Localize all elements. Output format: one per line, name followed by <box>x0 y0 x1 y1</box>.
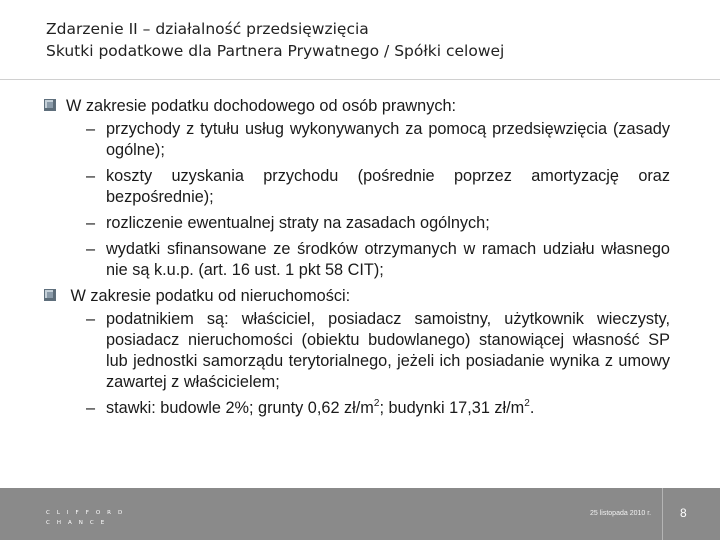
bullet-heading: W zakresie podatku dochodowego od osób prawnych: <box>66 97 457 115</box>
title-line-2: Skutki podatkowe dla Partnera Prywatnego / Spółki celowej <box>46 42 505 60</box>
page-number: 8 <box>680 506 687 520</box>
sub-item-rates: – stawki: budowle 2%; grunty 0,62 $zł/m^2$; budynki 17,31 $zł/m^2$. <box>86 397 535 417</box>
bullet-cit <box>44 96 670 281</box>
sub-list <box>66 119 670 281</box>
clifford-chance-logo: CLIFFORD CHANCE <box>46 510 130 526</box>
dash-bullet: – <box>86 399 96 417</box>
square-bullet-icon <box>44 289 56 301</box>
title-divider <box>0 79 720 80</box>
dash-bullet: – <box>86 214 96 232</box>
sub-item: – rozliczenie ewentualnej straty na zasadach ogólnych; <box>86 214 490 232</box>
bullet-heading: W zakresie podatku od nieruchomości: <box>66 287 351 305</box>
slide-content <box>44 96 670 424</box>
sub-list <box>66 309 670 419</box>
dash-bullet: – <box>86 310 96 328</box>
dash-bullet: – <box>86 120 96 138</box>
sub-item: – przychody z tytułu usług wykonywanych za pomocą przedsięwzięcia (zasady ogólne); <box>86 120 670 159</box>
title-line-1: Zdarzenie II – działalność przedsięwzięcia <box>46 20 369 38</box>
sub-item: – wydatki sfinansowane ze środków otrzymanych w ramach udziału własnego nie są k.u.p. (art. 16 ust. 1 pkt 58 CIT); <box>86 240 670 279</box>
dash-bullet: – <box>86 240 96 258</box>
footer-date: 25 listopada 2010 r. <box>590 510 652 517</box>
dash-bullet: – <box>86 167 96 185</box>
footer-bar <box>0 488 720 540</box>
sub-item: – koszty uzyskania przychodu (pośrednie poprzez amortyzację oraz bezpośrednie); <box>86 167 670 206</box>
bullet-property-tax <box>44 286 670 419</box>
square-bullet-icon <box>44 99 56 111</box>
footer-divider <box>662 488 663 540</box>
sub-item: – podatnikiem są: właściciel, posiadacz samoistny, użytkownik wieczysty, posiadacz nieruchomości (obiektu budowlanego) stanowiącej własność SP lub jednostki samorządu terytorialnego, jeżeli ich posiadanie wynika z umowy zawartej z właścicielem; <box>86 310 670 391</box>
slide-title <box>46 18 504 62</box>
